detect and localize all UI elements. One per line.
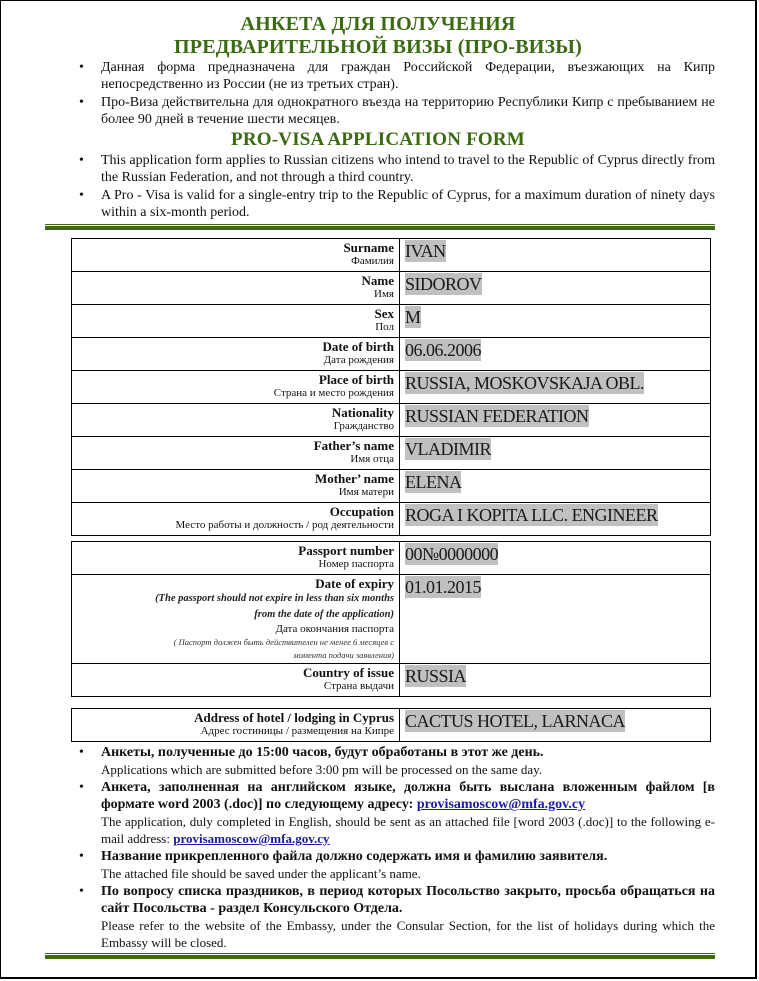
row-date-of-birth <box>72 338 711 371</box>
note-item <box>79 744 715 778</box>
label-sex: Sex <box>374 306 394 321</box>
row-passport-number <box>72 542 711 575</box>
name-field[interactable] <box>400 272 711 305</box>
label-occupation: Occupation <box>329 504 394 519</box>
label-fathers-name-ru: Имя отца <box>350 453 394 465</box>
address-field[interactable] <box>400 709 711 742</box>
note-2-en-text: The application, duly completed in English, should be sent as an attached file [word 2003 (.doc)] to the following e-mail address: <box>101 814 715 846</box>
title-en: PRO-VISA APPLICATION FORM <box>231 129 525 150</box>
label-passport-number-ru: Номер паспорта <box>318 558 394 570</box>
label-place-of-birth-ru: Страна и место рождения <box>273 387 394 399</box>
label-surname: Surname <box>343 240 394 255</box>
label-occupation-ru: Место работы и должность / род деятельности <box>175 519 394 531</box>
label-nationality: Nationality <box>331 405 394 420</box>
email-link-en[interactable]: provisamoscow@mfa.gov.cy <box>173 831 330 846</box>
label-address: Address of hotel / lodging in Cyprus <box>194 710 394 725</box>
label-name: Name <box>361 273 394 288</box>
passport-number-field[interactable] <box>400 542 711 575</box>
row-address <box>72 709 711 742</box>
row-mothers-name <box>72 470 711 503</box>
note-4-en: Please refer to the website of the Embassy, under the Consular Section, for the list of holidays during which the Embassy will be closed. <box>101 918 715 950</box>
label-date-of-birth-ru: Дата рождения <box>323 354 394 366</box>
row-date-of-expiry <box>72 575 711 664</box>
date-of-expiry-value[interactable]: 01.01.2015 <box>405 577 481 597</box>
label-place-of-birth: Place of birth <box>318 372 394 387</box>
personal-details-table <box>71 238 711 536</box>
occupation-value[interactable]: ROGA I KOPITA LLC. ENGINEER <box>405 505 658 525</box>
title-ru <box>1 13 755 59</box>
note-4-ru: • По вопросу списка праздников, в период которых Посольство закрыто, просьба обращаться на сайт Посольства - раздел Консульского Отдела. <box>101 884 715 916</box>
row-fathers-name <box>72 437 711 470</box>
note-item <box>79 883 715 951</box>
label-fathers-name: Father’s name <box>313 438 394 453</box>
label-surname-ru: Фамилия <box>351 255 394 267</box>
note-2-ru-text: Анкета, заполненная на английском языке, должна быть выслана вложенным файлом [в формате word 2003 (.doc)] по следующему адресу: <box>101 780 715 812</box>
fathers-name-value[interactable]: VLADIMIR <box>405 439 491 459</box>
mothers-name-value[interactable]: ELENA <box>405 472 462 492</box>
email-link-ru[interactable]: provisamoscow@mfa.gov.cy <box>416 797 586 812</box>
label-sex-ru: Пол <box>375 321 394 333</box>
title-ru-line1: АНКЕТА ДЛЯ ПОЛУЧЕНИЯ <box>240 13 516 35</box>
date-of-expiry-field[interactable] <box>400 575 711 664</box>
intro-ru-list <box>79 59 715 129</box>
row-surname <box>72 239 711 272</box>
address-value[interactable]: CACTUS HOTEL, LARNACA <box>405 711 626 731</box>
intro-en-item: • A Pro - Visa is valid for a single-entry trip to the Republic of Cyprus, for a maximum duration of ninety days within a six-month period. <box>79 187 715 221</box>
date-of-birth-value[interactable]: 06.06.2006 <box>405 340 481 360</box>
row-place-of-birth <box>72 371 711 404</box>
divider-top <box>45 226 715 230</box>
label-country-of-issue: Country of issue <box>302 665 394 680</box>
passport-table <box>71 541 711 697</box>
label-date-of-expiry: Date of expiry <box>315 576 394 591</box>
expiry-note-en-2: from the date of the application) <box>254 609 394 620</box>
divider-bottom <box>45 955 715 959</box>
intro-en-item: • This application form applies to Russian citizens who intend to travel to the Republic of Cyprus directly from the Russian Federation, and not through a third country. <box>79 152 715 186</box>
note-1-ru: • Анкеты, полученные до 15:00 часов, будут обработаны в этот же день. <box>101 745 544 760</box>
place-of-birth-field[interactable] <box>400 371 711 404</box>
label-mothers-name-ru: Имя матери <box>338 486 394 498</box>
note-3-en: The attached file should be saved under the applicant’s name. <box>101 866 421 881</box>
intro-ru-item: • Данная форма предназначена для граждан Российской Федерации, въезжающих на Кипр непосредственно из России (не из третьих стран). <box>79 59 715 93</box>
label-passport-number: Passport number <box>298 543 394 558</box>
mothers-name-field[interactable] <box>400 470 711 503</box>
row-nationality <box>72 404 711 437</box>
row-sex <box>72 305 711 338</box>
country-of-issue-field[interactable] <box>400 664 711 697</box>
note-item <box>79 779 715 847</box>
expiry-note-ru-2: момента подачи заявления) <box>293 650 394 660</box>
note-3-ru: • Название прикрепленного файла должно содержать имя и фамилию заявителя. <box>101 849 608 864</box>
note-2-en <box>101 813 715 847</box>
title-ru-line2: ПРЕДВАРИТЕЛЬНОЙ ВИЗЫ (ПРО-ВИЗЫ) <box>174 36 582 58</box>
label-address-ru: Адрес гостиницы / размещения на Кипре <box>200 725 394 737</box>
label-nationality-ru: Гражданство <box>333 420 394 432</box>
surname-field[interactable] <box>400 239 711 272</box>
sex-value[interactable]: M <box>405 307 421 327</box>
passport-number-value[interactable]: 00№0000000 <box>405 544 499 564</box>
label-mothers-name: Mother’ name <box>314 471 394 486</box>
name-value[interactable]: SIDOROV <box>405 274 482 294</box>
country-of-issue-value[interactable]: RUSSIA <box>405 666 467 686</box>
row-name <box>72 272 711 305</box>
expiry-note-en-1: (The passport should not expire in less than six months <box>155 593 394 604</box>
label-date-of-expiry-ru: Дата окончания паспорта <box>275 623 394 635</box>
nationality-value[interactable]: RUSSIAN FEDERATION <box>405 406 589 426</box>
fathers-name-field[interactable] <box>400 437 711 470</box>
date-of-birth-field[interactable] <box>400 338 711 371</box>
row-occupation <box>72 503 711 536</box>
notes-list <box>79 744 715 952</box>
address-table <box>71 708 711 742</box>
intro-ru-item: • Про-Виза действительна для однократного въезда на территорию Республики Кипр с пребыванием не более 90 дней в течение шести месяцев. <box>79 94 715 128</box>
nationality-field[interactable] <box>400 404 711 437</box>
row-country-of-issue <box>72 664 711 697</box>
note-2-ru <box>101 779 715 813</box>
note-item <box>79 848 715 882</box>
sex-field[interactable] <box>400 305 711 338</box>
expiry-note-ru-1: ( Паспорт должен быть действителен не менее 6 месяцев с <box>173 637 394 647</box>
label-country-of-issue-ru: Страна выдачи <box>323 680 394 692</box>
occupation-field[interactable] <box>400 503 711 536</box>
label-name-ru: Имя <box>374 288 394 300</box>
note-1-en: Applications which are submitted before 3:00 pm will be processed on the same day. <box>101 762 543 777</box>
intro-en-list <box>79 152 715 222</box>
label-date-of-birth: Date of birth <box>322 339 394 354</box>
surname-value[interactable]: IVAN <box>405 241 446 261</box>
place-of-birth-value[interactable]: RUSSIA, MOSKOVSKAJA OBL. <box>405 373 645 393</box>
